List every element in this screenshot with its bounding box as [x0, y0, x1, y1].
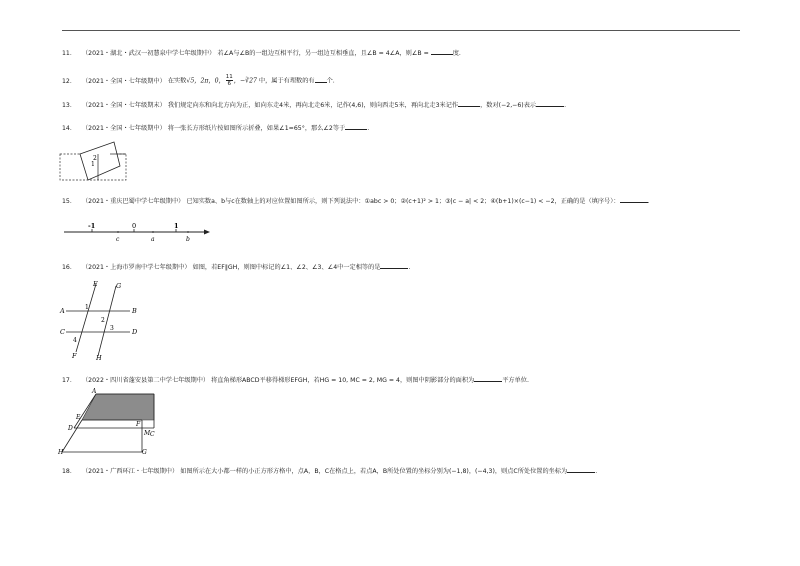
question-tail: .: [595, 468, 598, 475]
point-label-D: D: [132, 328, 138, 336]
question-text: ，数对(−2,−6)表示: [480, 102, 537, 109]
shaded-region: [82, 394, 154, 420]
point-label-H: H: [58, 449, 64, 456]
point-label-F: F: [136, 421, 141, 428]
point-label-F: F: [72, 352, 77, 360]
question-source: （2021・湖北・武汉一初慧泉中学七年级期中）: [82, 50, 216, 57]
answer-blank[interactable]: [536, 100, 567, 109]
answer-blank[interactable]: [431, 48, 453, 55]
point-label-A: A: [92, 388, 97, 395]
question-11: [62, 48, 461, 58]
question-source: （2021・广西环江・七年级期中）: [82, 468, 179, 475]
answer-blank[interactable]: [620, 196, 648, 203]
question-source: （2021・全国・七年级期中）: [82, 77, 166, 85]
question-tail: 度.: [452, 50, 461, 57]
question-18: [62, 466, 597, 476]
question-tail: .: [367, 125, 370, 132]
question-number: 12．: [62, 77, 77, 85]
point-label-H: H: [96, 354, 102, 362]
point-label-a: a: [151, 236, 155, 243]
question-16: [62, 262, 410, 272]
math-expression: ，−∛27: [233, 77, 257, 85]
question-tail: .: [408, 264, 411, 271]
question-text: 如图所示在大小都一样的小正方形方格中，点A，B，C在格点上，若点A，B所处位置的坐标分别为(−1,8)，(−4,3)，则点C所处位置的坐标为: [180, 468, 568, 475]
question-text: 在实数: [167, 77, 187, 85]
question-number: 13．: [62, 102, 77, 109]
angle-label-4: 4: [73, 337, 77, 344]
tick-label: -1: [88, 222, 96, 230]
angle-label-2: 2: [101, 317, 105, 324]
point-marker: [187, 231, 189, 233]
point-label-E: E: [93, 280, 98, 288]
number-line-arrow: [204, 230, 210, 235]
question-number: 15．: [62, 198, 77, 205]
question-text: 已知实数a、b与c在数轴上的对应位置如图所示，则下列说法中：①abc > 0；②(c+1)² > 1；③|c − a| < 2；④(b+1)×(c−1) < −2，正确的是（填序号）：: [186, 198, 620, 205]
answer-blank[interactable]: [345, 123, 370, 132]
question-15: [62, 196, 650, 206]
point-label-A: A: [60, 307, 65, 315]
question-number: 17．: [62, 377, 77, 384]
question-text: 将一张长方形纸片按如图所示折叠，如果∠1=65°，那么∠2等于: [167, 125, 346, 132]
question-text: 中，属于有理数的有: [256, 77, 315, 85]
question-tail: 个.: [326, 77, 335, 85]
question-tail: .: [647, 198, 650, 205]
point-label-c: c: [116, 236, 120, 243]
folded-flap: [80, 142, 120, 180]
header-rule: [62, 30, 740, 31]
answer-blank[interactable]: [458, 100, 480, 107]
point-label-G: G: [142, 449, 147, 456]
fraction-numerator: 11: [225, 74, 233, 80]
point-label-B: B: [132, 307, 137, 315]
question-source: （2021・上海市罗南中学七年级期中）: [82, 264, 191, 271]
math-expression: √5，2π，0，: [186, 77, 225, 85]
figure-16-parallel-lines: [58, 280, 148, 362]
point-label-C: C: [60, 328, 65, 336]
question-12: [62, 74, 335, 87]
question-17: [62, 375, 529, 385]
point-label-E: E: [76, 414, 81, 421]
figure-14-folded-paper: [58, 136, 128, 182]
question-tail: .: [564, 102, 567, 109]
point-label-b: b: [186, 236, 190, 243]
angle-label-3: 3: [110, 325, 114, 332]
fraction-denominator: 6: [227, 81, 232, 87]
answer-blank[interactable]: [567, 466, 598, 475]
tick-label: 1: [174, 222, 179, 230]
question-text: 我们规定向东和向北方向为正，如向东走4米，再向北走6米，记作(4,6)，则向西走5米，再向北走3米记作: [167, 102, 459, 109]
point-label-C: C: [150, 431, 155, 438]
question-text: 若∠A与∠B的一组边互相平行，另一组边互相垂直，且∠B = 4∠A，则∠B =: [217, 50, 431, 57]
figure-15-number-line: [64, 222, 214, 246]
question-number: 14．: [62, 125, 77, 132]
question-number: 11．: [62, 50, 77, 57]
point-label-M: M: [144, 430, 151, 437]
question-number: 18．: [62, 468, 77, 475]
question-source: （2021・全国・七年级期中）: [82, 125, 166, 132]
point-label-G: G: [116, 282, 122, 290]
line-EF: [76, 284, 96, 352]
angle-label-1: 1: [85, 304, 89, 311]
point-label-D: D: [68, 425, 73, 432]
figure-17-trapezoid-translation: [58, 390, 158, 456]
question-source: （2021・重庆巴蜀中学七年级期中）: [82, 198, 185, 205]
question-source: （2021・全国・七年级期末）: [82, 102, 166, 109]
point-marker: [117, 231, 119, 233]
answer-blank[interactable]: [474, 375, 502, 382]
answer-blank[interactable]: [380, 262, 411, 271]
question-text: 将直角梯形ABCD平移得梯形EFGH，若HG = 10, MC = 2, MG = 4，则图中阴影部分的面积为: [211, 377, 475, 384]
question-13: [62, 100, 566, 110]
question-text: 如图，若EF∥GH，则图中标记的∠1、∠2、∠3、∠4中一定相等的是: [192, 264, 381, 271]
angle-label-2: 2: [93, 155, 97, 162]
tick-label: 0: [132, 222, 137, 230]
angle-label-1: 1: [91, 161, 95, 168]
answer-blank[interactable]: [315, 76, 327, 83]
point-marker: [152, 231, 154, 233]
question-tail: 平方单位.: [502, 377, 529, 384]
fraction: [226, 74, 233, 87]
question-number: 16．: [62, 264, 77, 271]
question-14: [62, 123, 369, 133]
question-source: （2022・四川省蓬安县第二中学七年级期中）: [82, 377, 210, 384]
